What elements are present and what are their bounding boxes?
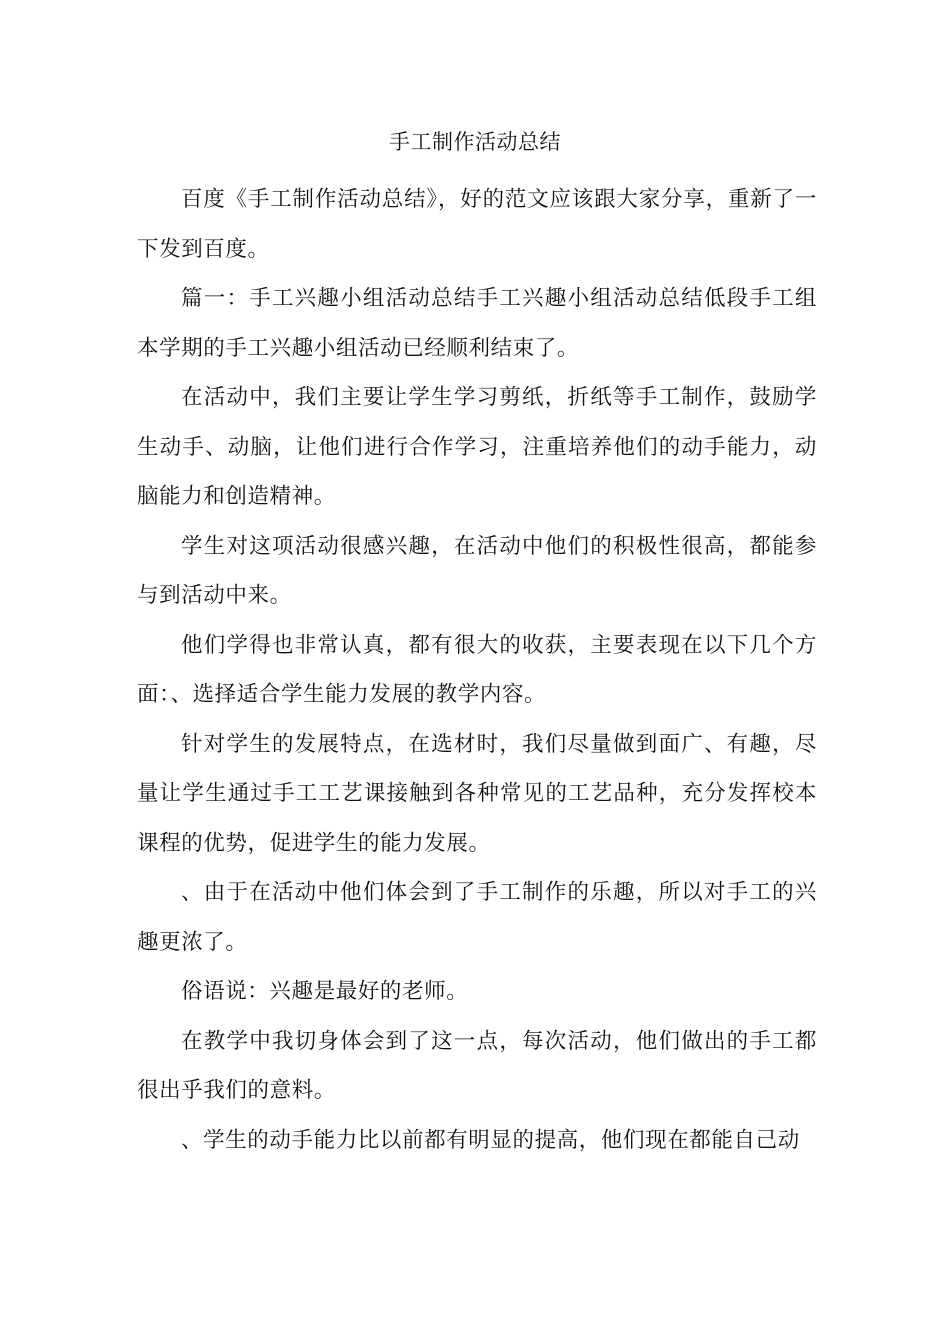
paragraph: 在活动中，我们主要让学生学习剪纸，折纸等手工制作，鼓励学生动手、动脑，让他们进行合作学习，注重培养他们的动手能力，动脑能力和创造精神。 — [137, 385, 817, 509]
paragraph: 针对学生的发展特点，在选材时，我们尽量做到面广、有趣，尽量让学生通过手工工艺课接触到各种常见的工艺品种，充分发挥校本课程的优势，促进学生的能力发展。 — [137, 731, 817, 856]
paragraph: 、由于在活动中他们体会到了手工制作的乐趣，所以对手工的兴趣更浓了。 — [137, 880, 817, 955]
paragraph: 百度《手工制作活动总结》，好的范文应该跟大家分享，重新了一下发到百度。 — [137, 187, 817, 262]
paragraph: 、学生的动手能力比以前都有明显的提高，他们现在都能自己动 — [181, 1127, 800, 1153]
paragraph: 俗语说：兴趣是最好的老师。 — [181, 979, 469, 1004]
paragraph: 他们学得也非常认真，都有很大的收获，主要表现在以下几个方面：、选择适合学生能力发展的教学内容。 — [137, 632, 817, 707]
paragraph: 在教学中我切身体会到了这一点，每次活动，他们做出的手工都很出乎我们的意料。 — [137, 1028, 817, 1103]
document-title: 手工制作活动总结 — [389, 130, 561, 154]
document-body — [137, 175, 817, 1165]
paragraph: 篇一：手工兴趣小组活动总结手工兴趣小组活动总结低段手工组本学期的手工兴趣小组活动已经顺利结束了。 — [137, 286, 817, 361]
paragraph: 学生对这项活动很感兴趣，在活动中他们的积极性很高，都能参与到活动中来。 — [137, 533, 817, 608]
